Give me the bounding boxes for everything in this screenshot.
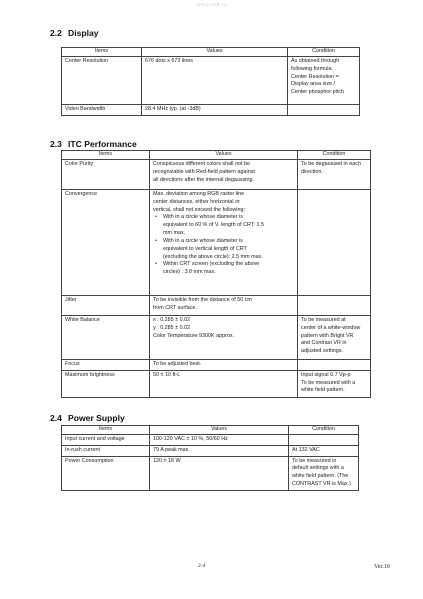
item-cell: White Balance xyxy=(62,316,150,360)
condition-line: Center Resolution = xyxy=(291,73,339,80)
condition-cell xyxy=(298,190,371,296)
value-line: all directions after the internal degaussing. xyxy=(153,176,254,183)
value-line: vertical, shall not exceed the following: xyxy=(153,206,245,213)
table-row xyxy=(62,456,359,490)
section-number: 2.2 xyxy=(50,28,62,38)
condition-line: following formula. xyxy=(291,65,333,72)
condition-cell xyxy=(298,370,371,397)
value-cell xyxy=(150,316,298,360)
condition-cell xyxy=(298,360,371,371)
col-header-items: Items xyxy=(62,48,142,57)
condition-line: center of a white-window xyxy=(301,324,361,331)
col-header-values: Values xyxy=(150,426,289,435)
condition-line: direction. xyxy=(301,168,323,175)
col-header-values: Values xyxy=(150,151,298,160)
item-cell: Input current and voltage xyxy=(62,435,150,446)
table-row xyxy=(62,105,360,116)
col-header-condition: Condition xyxy=(289,426,359,435)
bullet-line: (excluding the above circle): 2.5 mm max. xyxy=(163,253,263,260)
bullet-line: equivalent to vertical length of CRT xyxy=(163,245,247,252)
section-title: Display xyxy=(68,28,99,38)
value-cell: To be adjusted best. xyxy=(150,360,298,371)
value-line: Color Temperature 9300K approx. xyxy=(153,332,235,339)
condition-line: pattern with Bright VR xyxy=(301,332,354,339)
condition-cell xyxy=(288,105,360,116)
header-mark: SPEC/VER 10 xyxy=(195,2,228,7)
col-header-items: Items xyxy=(62,151,150,160)
list-item xyxy=(163,261,294,277)
section-title: Power Supply xyxy=(68,413,125,423)
power-table xyxy=(61,425,359,491)
bullet-line: • With in a circle whose diameter is xyxy=(163,214,243,221)
value-cell xyxy=(150,296,298,316)
condition-cell xyxy=(298,160,371,190)
value-line: To be invisible from the distance of 50 cm xyxy=(153,297,252,303)
convergence-list xyxy=(153,214,294,277)
col-header-condition: Condition xyxy=(288,48,360,57)
table-row-white-balance xyxy=(62,316,371,360)
bullet-line: • Within CRT screen (excluding the above xyxy=(163,261,260,268)
value-line: recognizable with Red-field pattern against xyxy=(153,168,255,175)
table-row-color-purity xyxy=(62,160,371,190)
condition-line: At 132 VAC xyxy=(292,446,320,453)
item-cell: Convergence xyxy=(62,190,150,296)
table-row-focus xyxy=(62,360,371,371)
list-item xyxy=(163,214,294,237)
value-cell xyxy=(150,190,298,296)
table-row xyxy=(62,435,359,446)
condition-line: Input signal 0.7 Vp-p xyxy=(301,371,351,378)
section-heading-display xyxy=(50,28,99,38)
value-cell: 120 ± 18 W xyxy=(150,456,289,490)
section-heading-itc xyxy=(50,139,137,149)
value-line: from CRT surface. xyxy=(153,304,197,311)
condition-cell xyxy=(289,445,359,456)
version-label: Ver.10 xyxy=(374,563,390,570)
item-cell: Focus xyxy=(62,360,150,371)
condition-line: CONTRAST VR is Max.) xyxy=(292,481,351,488)
bullet-line: circles) : 3.0 mm max. xyxy=(163,269,216,276)
list-item xyxy=(163,238,294,261)
table-header-row xyxy=(62,151,371,160)
value-cell: 50 ± 10 ft-L xyxy=(150,370,298,397)
item-cell: Video Bandwidth xyxy=(62,105,142,116)
section-number: 2.4 xyxy=(50,413,62,423)
condition-cell xyxy=(298,316,371,360)
value-cell: 100-120 VAC ± 10 %, 50/60 Hz xyxy=(150,435,289,446)
value-line: Conspicuous different colors shall not be xyxy=(153,161,250,167)
bullet-line: equivalent to 60 % of V. length of CRT: 1.5 xyxy=(163,222,264,229)
value-line: x : 0.285 ± 0.02 xyxy=(153,317,191,323)
condition-line: Display area size / xyxy=(291,81,336,88)
col-header-condition: Condition xyxy=(298,151,371,160)
value-line: y : 0.285 ± 0.02 xyxy=(153,324,191,331)
condition-cell xyxy=(288,57,360,105)
condition-cell xyxy=(289,435,359,446)
item-cell: Center Resolution xyxy=(62,57,142,105)
item-cell: In-rush current xyxy=(62,445,150,456)
condition-line: white field pattern. (The xyxy=(292,473,349,480)
section-number: 2.3 xyxy=(50,139,62,149)
value-cell: 79 A peak max. xyxy=(150,445,289,456)
value-line: Max. deviation among RGB raster line xyxy=(153,191,245,197)
condition-line: adjusted settings. xyxy=(301,348,343,355)
value-cell: 28.4 MHz typ. (at -3dB) xyxy=(142,105,288,116)
condition-cell xyxy=(289,456,359,490)
section-heading-power xyxy=(50,413,125,423)
page-number: 2-4 xyxy=(198,563,206,569)
condition-line: Center phosphor pitch xyxy=(291,89,345,96)
col-header-items: Items xyxy=(62,426,150,435)
display-table xyxy=(61,47,360,116)
condition-line: To be degaussed in each xyxy=(301,161,361,167)
bullet-line: • With in a circle whose diameter is xyxy=(163,237,243,244)
value-line: center distances, either horizontal or xyxy=(153,198,240,205)
col-header-values: Values xyxy=(142,48,288,57)
table-row xyxy=(62,445,359,456)
condition-line: To be measured with a xyxy=(301,379,356,386)
table-header-row xyxy=(62,48,360,57)
itc-table xyxy=(61,150,371,398)
table-row-jitter xyxy=(62,296,371,316)
condition-line: As obtained through xyxy=(291,58,340,64)
value-cell: 676 dots x 673 lines xyxy=(142,57,288,105)
condition-line: and Contrast VR in xyxy=(301,340,347,347)
section-title: ITC Performance xyxy=(68,139,137,149)
table-row-max-brightness xyxy=(62,370,371,397)
table-row-convergence xyxy=(62,190,371,296)
condition-cell xyxy=(298,296,371,316)
item-cell: Color Purity xyxy=(62,160,150,190)
condition-line: default settings with a xyxy=(292,465,344,472)
table-header-row xyxy=(62,426,359,435)
condition-line: To be measured in xyxy=(292,457,337,464)
item-cell: Maximum brightness xyxy=(62,370,150,397)
condition-line: white field pattern. xyxy=(301,387,345,394)
value-cell xyxy=(150,160,298,190)
condition-line: To be measured at xyxy=(301,317,346,323)
item-cell: Jitter xyxy=(62,296,150,316)
table-row xyxy=(62,57,360,105)
item-cell: Power Consumption xyxy=(62,456,150,490)
bullet-line: mm max. xyxy=(163,230,186,237)
